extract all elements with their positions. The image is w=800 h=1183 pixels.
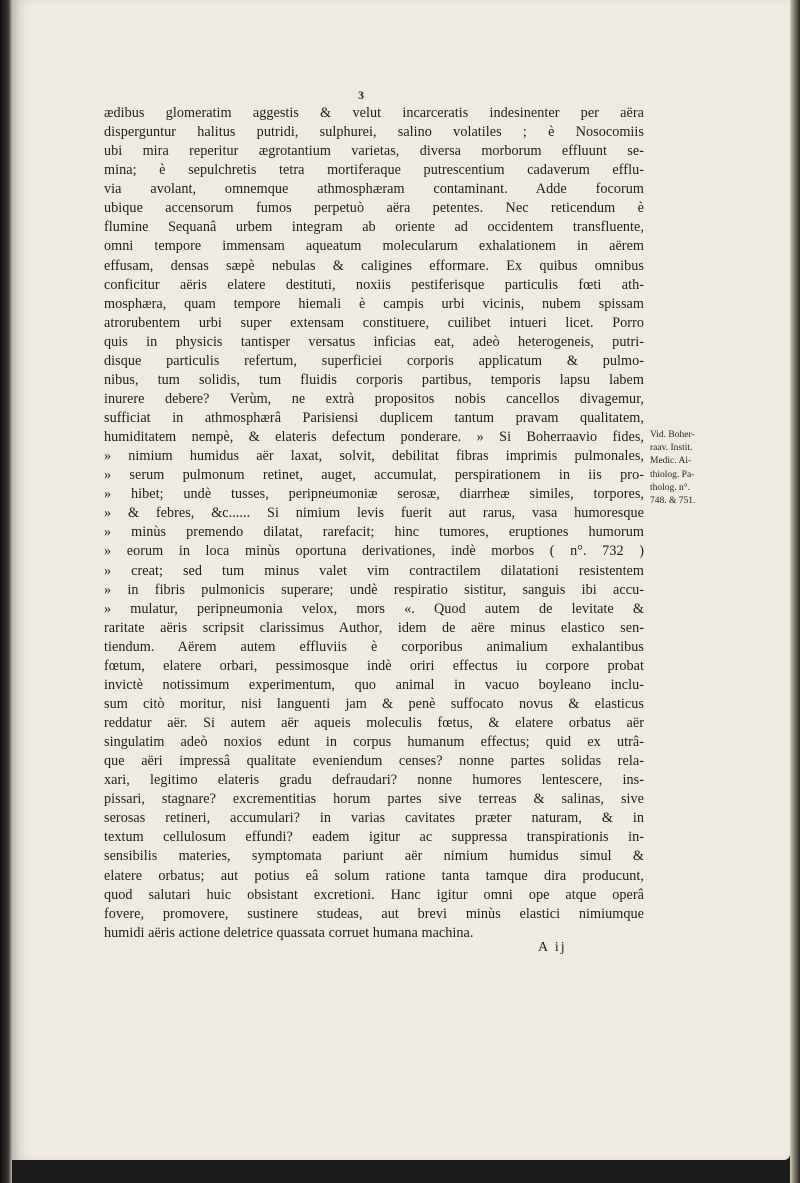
text-line: » in fibris pulmonicis superare; undè respiratio sistitur, sanguis ibi accu- <box>104 581 644 598</box>
margin-note-line: raav. Instit. <box>650 443 693 454</box>
text-line: serosas retineri, accumulari? in varias cavitates præter naturam, & in <box>104 810 644 827</box>
text-line: pissari, stagnare? excrementitias horum partes sive terreas & salinas, sive <box>104 791 644 808</box>
book-gutter <box>0 0 12 1183</box>
text-line: flumine Sequanâ urbem integram ab oriente ad occidentem transfluente, <box>104 219 644 236</box>
text-line: ubi mira reperitur ægrotantium varietas, diversa morborum effluunt se- <box>104 143 644 160</box>
text-line: que aëri impressâ qualitate eveniendum censes? nonne partes solidas rela- <box>104 753 644 770</box>
text-line: ubique accensorum fumos perpetuò aëra petentes. Nec reticendum è <box>104 200 644 217</box>
text-line: xari, legitimo elateris gradu defraudari? nonne humores lentescere, ins- <box>104 772 644 789</box>
text-line: atrorubentem urbi super extensam constituere, cuilibet intueri licet. Porro <box>104 314 644 331</box>
text-line: reddatur aër. Si autem aër aqueis moleculis fœtus, & elatere orbatus aër <box>104 715 644 731</box>
catchword: A ij <box>538 940 567 955</box>
text-line: fœtum, elatere orbari, pessimosque indè oriri effectus iu corpore probat <box>104 657 644 674</box>
text-line: via avolant, omnemque athmosphæram contaminant. Adde focorum <box>104 181 644 198</box>
text-line: » mulatur, peripneumonia velox, mors «. Quod autem de levitate & <box>104 600 644 617</box>
margin-note-line: Vid. Boher- <box>650 430 695 440</box>
text-line: omni tempore immensam aqueatum molecularum exhalationem in aërem <box>104 238 644 255</box>
margin-note-line: thiolog. Pa- <box>650 469 695 480</box>
text-line: fovere, promovere, sustinere studeas, aut brevi minùs elastici nimiumque <box>104 905 644 922</box>
text-line: elatere orbatus; aut potius eâ solum ratione tanta tamque dira producunt, <box>104 867 644 884</box>
text-line: disque particulis refertum, superficiei corporis applicatum & pulmo- <box>104 352 644 369</box>
text-line: » minùs premendo dilatat, rarefacit; hinc tumores, eruptiones humorum <box>104 524 644 541</box>
margin-note <box>650 429 720 508</box>
page-edge <box>790 0 800 1183</box>
text-line: quis in physicis tantisper versatus inficias eat, adeò heterogeneis, putri- <box>104 333 644 350</box>
text-line: sum citò moritur, nisi languenti jam & penè suffocato novus & elasticus <box>104 695 644 712</box>
text-line: textum cellulosum effundi? eadem igitur ac suppressa transpirationis in- <box>104 829 644 846</box>
text-line: raritate aëris scripsit clarissimus Author, idem de aëre minus elastico sen- <box>104 619 644 636</box>
text-line: disperguntur halitus putridi, sulphurei, salino volatiles ; è Nosocomiis <box>104 124 644 141</box>
text-line: sufficiat in athmosphærâ Parisiensi duplicem tantum pravam qualitatem, <box>104 410 644 426</box>
text-line: » nimium humidus aër laxat, solvit, debilitat fibras imprimis pulmonales, <box>104 448 644 465</box>
text-line: » eorum in loca minùs oportuna derivationes, indè morbos ( n°. 732 ) <box>104 543 644 560</box>
text-line: singulatim adeò noxios edunt in corpus humanum effectus; quid ex utrâ- <box>104 734 644 751</box>
text-line: mosphæra, quam tempore hiemali è campis urbi vicinis, nubem spissam <box>104 295 644 312</box>
text-line: » hibet; undè tusses, peripneumoniæ serosæ, diarrheæ similes, torpores, <box>104 486 644 503</box>
text-line: effusam, densas sæpè nebulas & caligines efformare. Ex quibus omnibus <box>104 257 644 274</box>
text-line: » creat; sed tum minus valet vim contractilem dilatationi resistentem <box>104 562 644 579</box>
text-line: humidi aëris actione deletrice quassata corruet humana machina. <box>104 924 474 941</box>
text-line: ædibus glomeratim aggestis & velut incarceratis indesinenter per aëra <box>104 105 644 121</box>
text-line: » serum pulmonum retinet, auget, accumulat, perspirationem in iis pro- <box>104 467 644 484</box>
text-line: nibus, tum solidis, tum fluidis corporis partibus, temporis lapsu labem <box>104 371 644 388</box>
text-line: invictè notissimum experimentum, quo animal in vacuo boyleano inclu- <box>104 676 644 693</box>
text-line: sensibilis materies, symptomata pariunt aër nimium humidus simul & <box>104 848 644 865</box>
margin-note-line: tholog. n°. <box>650 482 690 493</box>
text-line: tiendum. Aërem autem effluviis è corporibus animalium exhalantibus <box>104 638 644 655</box>
text-line: » & febres, &c...... Si nimium levis fuerit aut rarus, vasa humoresque <box>104 505 644 522</box>
text-line: inurere debere? Verùm, ne extrà propositos nobis cancellos divagemur, <box>104 390 644 407</box>
signature-mark: 3 <box>358 88 364 102</box>
margin-note-line: Medic. Ai- <box>650 456 692 467</box>
text-line: quod salutari huic obsistant excretioni. Hanc igitur omni ope atque operâ <box>104 886 644 903</box>
text-line: conficitur aëris elatere destituti, noxiis pestiferisque particulis fœti ath- <box>104 276 644 293</box>
text-line: humiditatem nempè, & elateris defectum ponderare. » Si Boherraavio fides, <box>104 429 644 446</box>
margin-note-line: 748. & 751. <box>650 496 696 507</box>
text-line: mina; è sepulchretis tetra mortiferaque putrescentium cadaverum efflu- <box>104 162 644 179</box>
body-text <box>104 104 644 943</box>
